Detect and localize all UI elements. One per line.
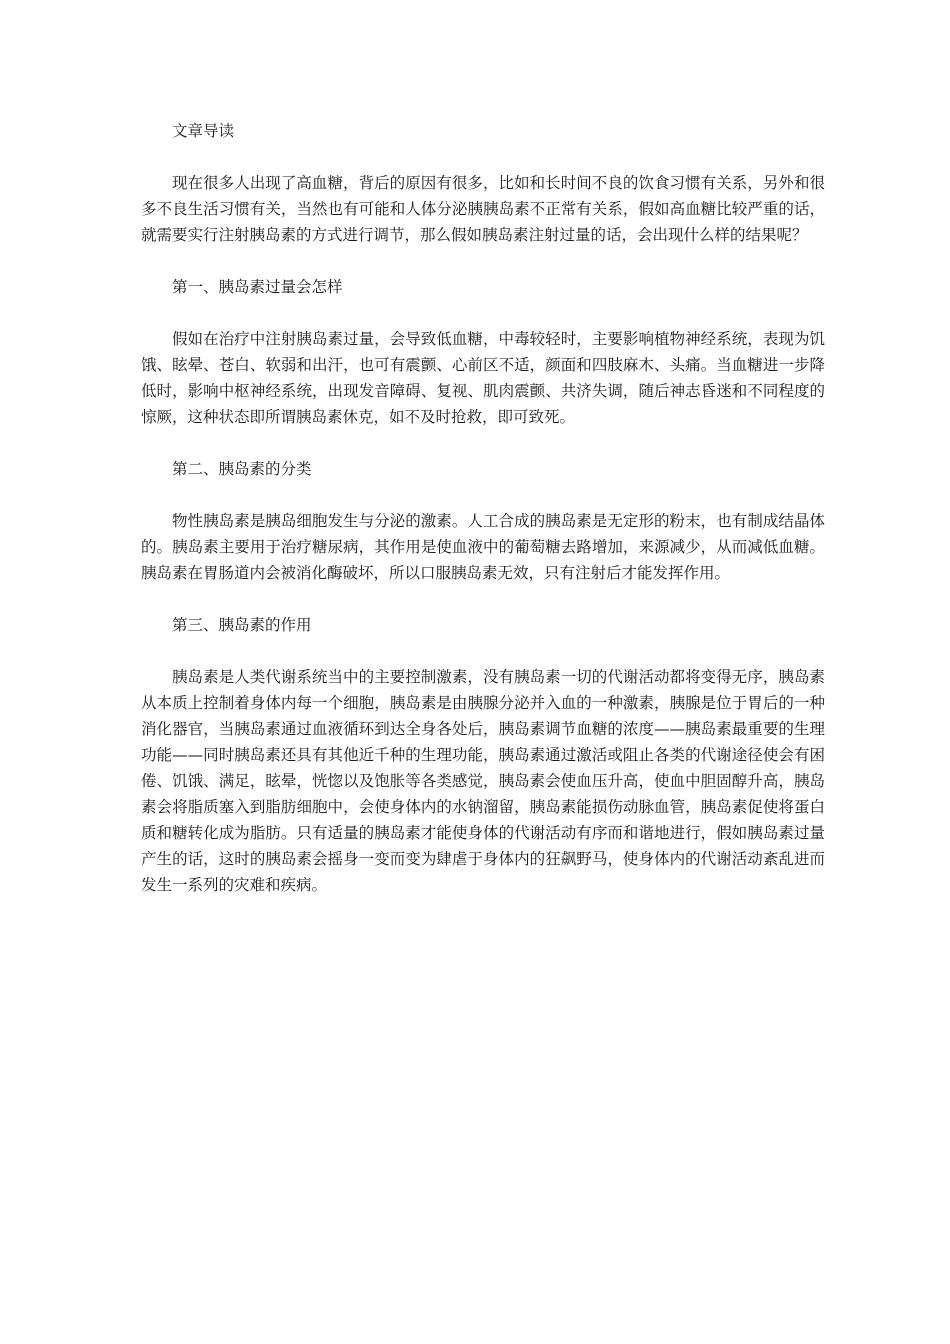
spacer [141,430,825,456]
intro-paragraph: 现在很多人出现了高血糖，背后的原因有很多，比如和长时间不良的饮食习惯有关系，另外和很多不良生活习惯有关，当然也有可能和人体分泌胰胰岛素不正常有关系，假如高血糖比较严重的话，就需要实行注射胰岛素的方式进行调节，那么假如胰岛素注射过量的话，会出现什么样的结果呢？ [141,174,825,244]
section-heading-2: 第二、胰岛素的分类 [172,460,312,478]
spacer [141,638,825,664]
spacer [141,248,825,274]
spacer [141,482,825,508]
section-heading-1: 第一、胰岛素过量会怎样 [172,278,343,296]
spacer [141,300,825,326]
document-page [141,118,825,898]
spacer [141,586,825,612]
spacer [141,144,825,170]
section-heading-3: 第三、胰岛素的作用 [172,616,312,634]
intro-heading: 文章导读 [172,122,235,140]
section-paragraph-2: 物性胰岛素是胰岛细胞发生与分泌的激素。人工合成的胰岛素是无定形的粉末，也有制成结晶体的。胰岛素主要用于治疗糖尿病，其作用是使血液中的葡萄糖去路增加，来源减少，从而减低血糖。胰岛素在胃肠道内会被消化酶破坏，所以口服胰岛素无效，只有注射后才能发挥作用。 [141,512,825,582]
section-paragraph-1: 假如在治疗中注射胰岛素过量，会导致低血糖，中毒较轻时，主要影响植物神经系统，表现为饥饿、眩晕、苍白、软弱和出汗，也可有震颤、心前区不适，颜面和四肢麻木、头痛。当血糖进一步降低时，影响中枢神经系统，出现发音障碍、复视、肌肉震颤、共济失调，随后神志昏迷和不同程度的惊厥，这种状态即所谓胰岛素休克，如不及时抢救，即可致死。 [141,330,825,426]
section-paragraph-3: 胰岛素是人类代谢系统当中的主要控制激素，没有胰岛素一切的代谢活动都将变得无序，胰岛素从本质上控制着身体内每一个细胞，胰岛素是由胰腺分泌并入血的一种激素，胰腺是位于胃后的一种消化器官，当胰岛素通过血液循环到达全身各处后，胰岛素调节血糖的浓度——胰岛素最重要的生理功能——同时胰岛素还具有其他近千种的生理功能，胰岛素通过激活或阻止各类的代谢途径使会有困倦、饥饿、满足，眩晕，恍惚以及饱胀等各类感觉，胰岛素会使血压升高，使血中胆固醇升高，胰岛素会将脂质塞入到脂肪细胞中，会使身体内的水钠溜留，胰岛素能损伤动脉血管，胰岛素促使将蛋白质和糖转化成为脂肪。只有适量的胰岛素才能使身体的代谢活动有序而和谐地进行，假如胰岛素过量产生的话，这时的胰岛素会摇身一变而变为肆虐于身体内的狂飙野马，使身体内的代谢活动紊乱进而发生一系列的灾难和疾病。 [141,668,825,894]
